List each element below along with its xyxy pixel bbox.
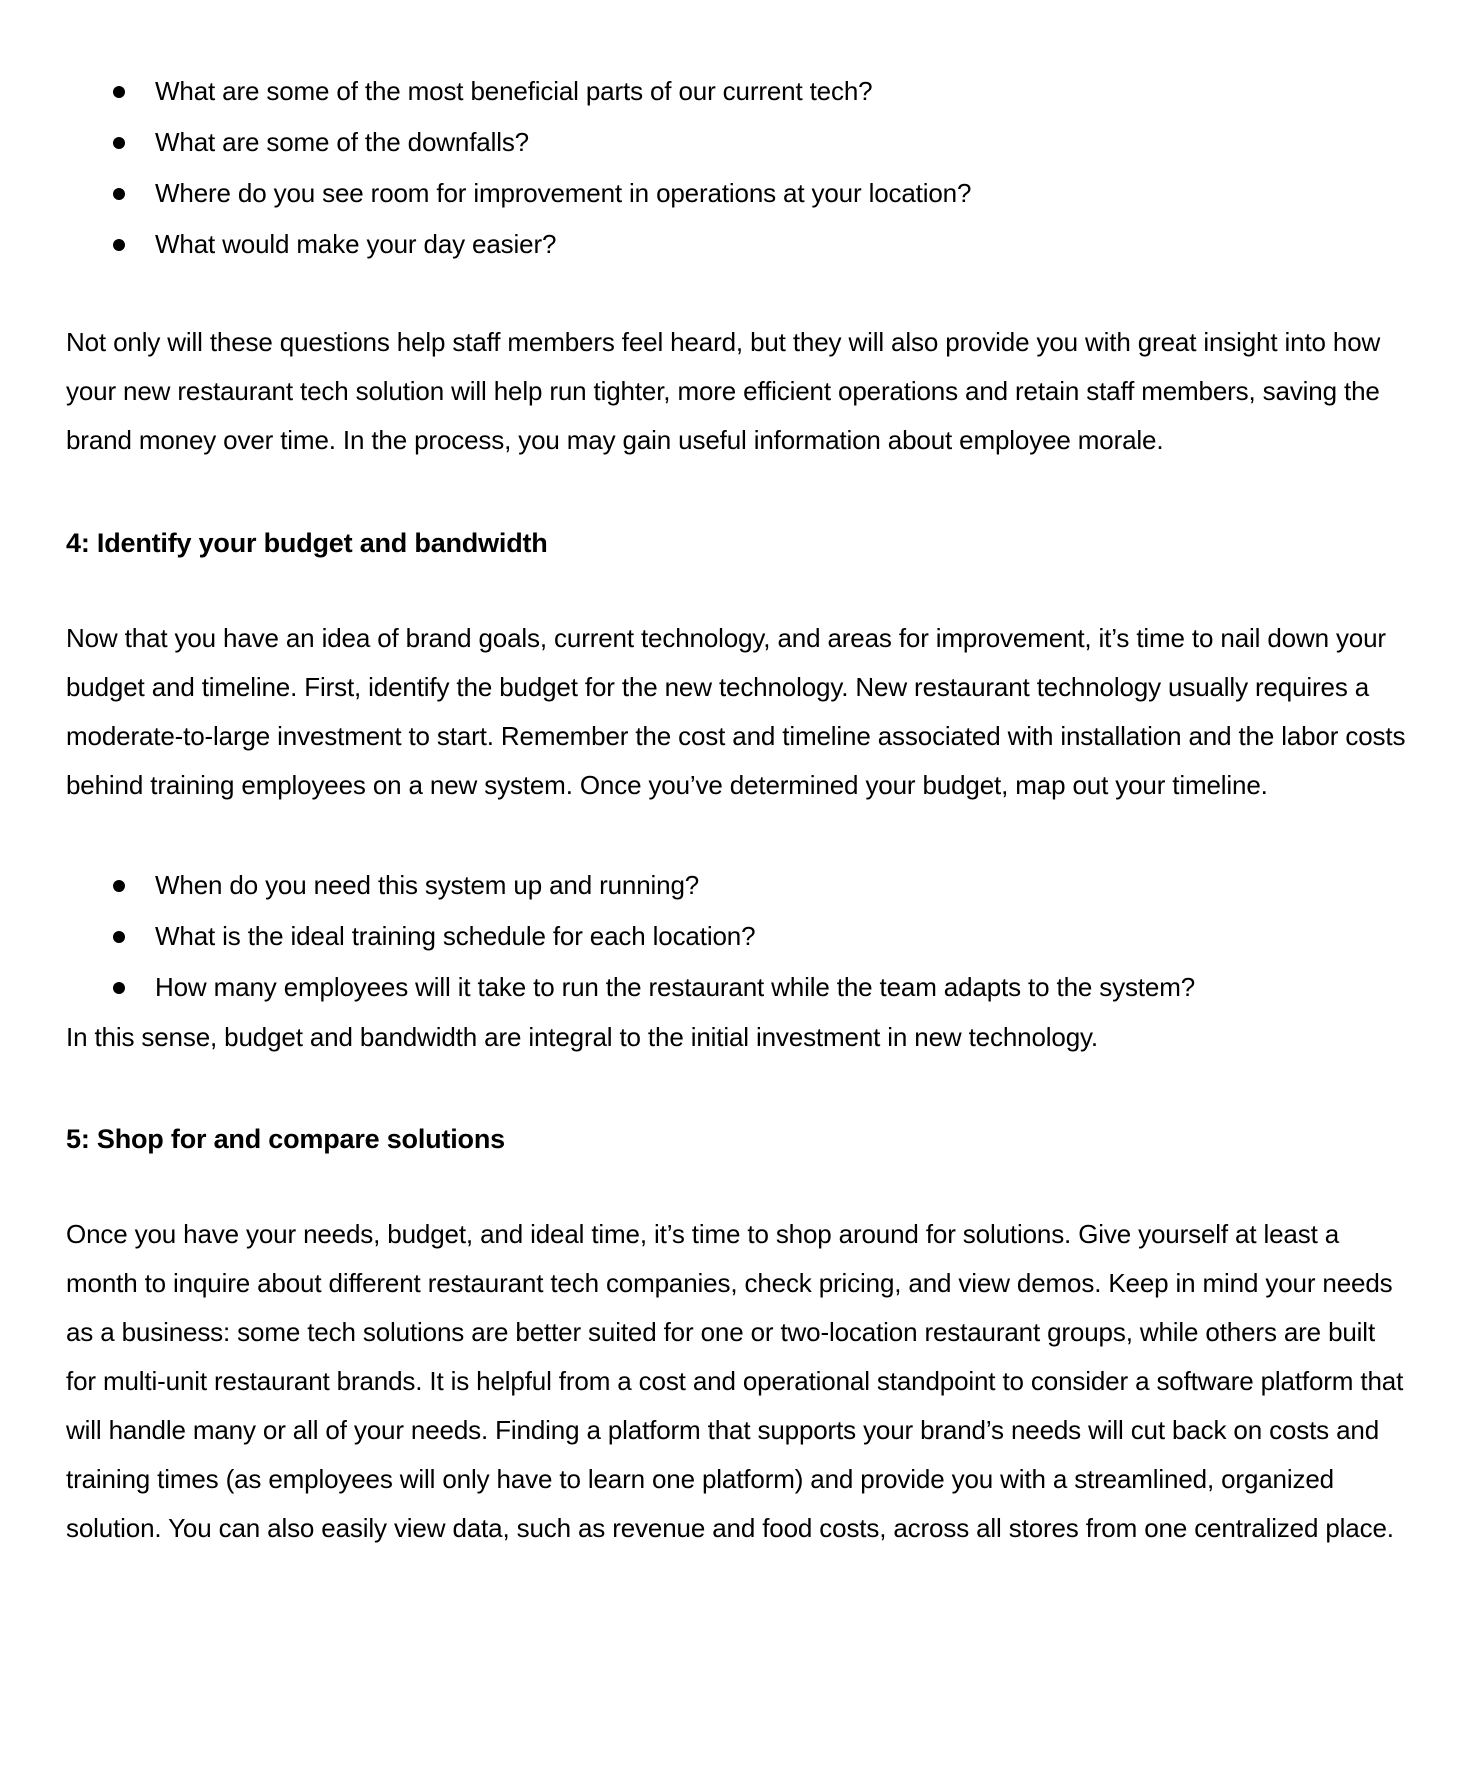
bullet-list-timeline — [0, 860, 1400, 1013]
section-heading-compare: 5: Shop for and compare solutions — [66, 1124, 505, 1154]
bullet-icon — [113, 86, 125, 98]
paragraph-budget: Now that you have an idea of brand goals, current technology, and areas for improvement, it’s time to nail down your budget and timeline. First, identify the budget for the new technology. New restaurant technology usually requires a moderate-to-large investment to start. Remember the cost and timeline associated with installation and the labor costs behind training employees on a new system. Once you’ve determined your budget, map out your timeline. — [66, 623, 1406, 800]
list-item — [0, 66, 1400, 117]
bullet-icon — [113, 982, 125, 994]
list-item-text: What are some of the downfalls? — [155, 127, 529, 157]
list-item — [0, 117, 1400, 168]
bullet-list-questions — [0, 66, 1400, 270]
bullet-icon — [113, 239, 125, 251]
list-item — [0, 219, 1400, 270]
bullet-icon — [113, 880, 125, 892]
list-item-text: What is the ideal training schedule for each location? — [155, 921, 756, 951]
list-item — [0, 168, 1400, 219]
section-heading-budget: 4: Identify your budget and bandwidth — [66, 528, 548, 558]
list-item-text: What would make your day easier? — [155, 229, 557, 259]
list-item-text: What are some of the most beneficial parts of our current tech? — [155, 76, 873, 106]
paragraph-budget-closing: In this sense, budget and bandwidth are integral to the initial investment in new technology. — [66, 1022, 1099, 1052]
list-item-text: How many employees will it take to run the restaurant while the team adapts to the system? — [155, 972, 1196, 1002]
list-item-text: When do you need this system up and running? — [155, 870, 700, 900]
bullet-icon — [113, 188, 125, 200]
list-item-text: Where do you see room for improvement in operations at your location? — [155, 178, 972, 208]
bullet-icon — [113, 931, 125, 943]
list-item — [0, 860, 1400, 911]
paragraph-compare-solutions: Once you have your needs, budget, and ideal time, it’s time to shop around for solutions. Give yourself at least a month to inquire about different restaurant tech companies, check pricing, and view demos. Keep in mind your needs as a business: some tech solutions are better suited for one or two-location restaurant groups, while others are built for multi-unit restaurant brands. It is helpful from a cost and operational standpoint to consider a software platform that will handle many or all of your needs. Finding a platform that supports your brand’s needs will cut back on costs and training times (as employees will only have to learn one platform) and provide you with a streamlined, organized solution. You can also easily view data, such as revenue and food costs, across all stores from one centralized place. — [66, 1219, 1404, 1543]
paragraph-staff-questions: Not only will these questions help staff members feel heard, but they will also provide you with great insight into how your new restaurant tech solution will help run tighter, more efficient operations and retain staff members, saving the brand money over time. In the process, you may gain useful information about employee morale. — [66, 327, 1381, 455]
list-item — [0, 962, 1400, 1013]
list-item — [0, 911, 1400, 962]
bullet-icon — [113, 137, 125, 149]
